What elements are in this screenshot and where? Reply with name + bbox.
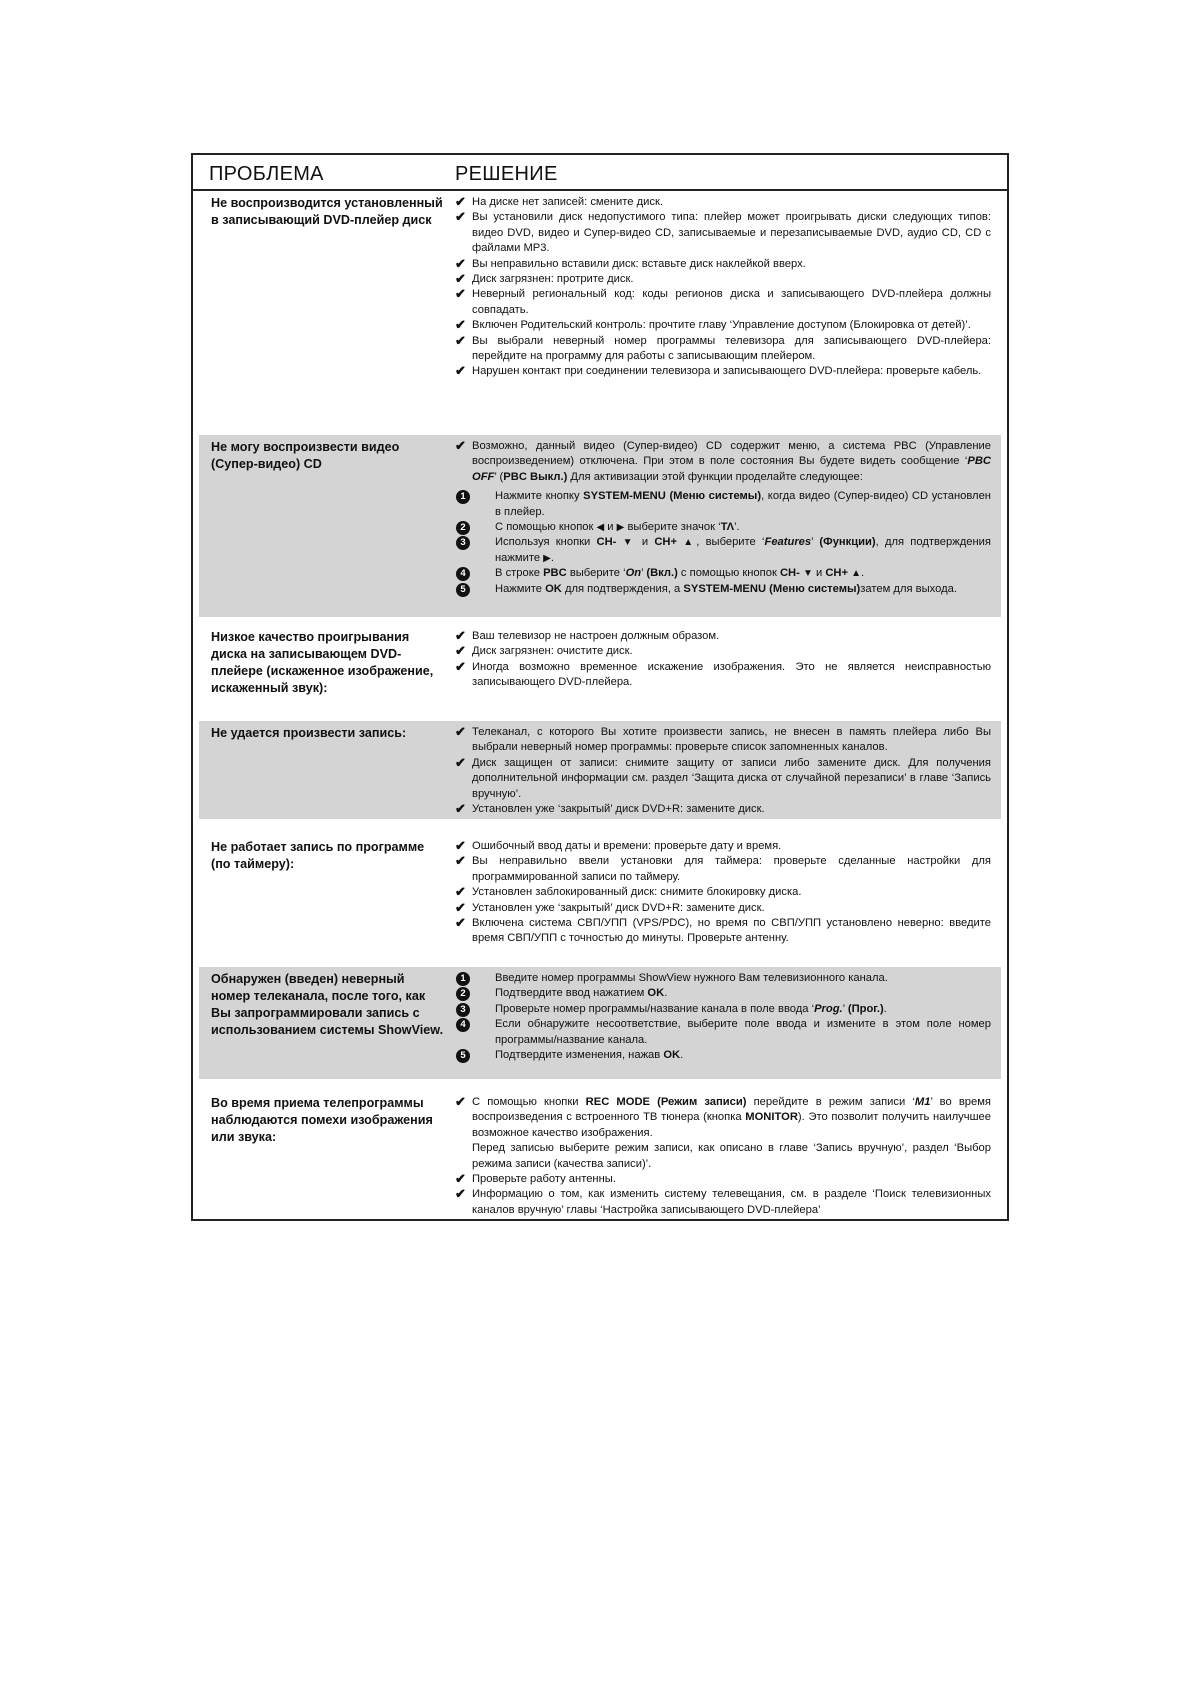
check-icon: ✔ — [455, 194, 466, 209]
list-item: ✔ На диске нет записей: смените диск. — [455, 194, 663, 209]
step-item: 1 Нажмите кнопку SYSTEM-MENU (Меню системы), когда видео (Супер-видео) CD установлен в плейер. — [455, 489, 991, 520]
check-icon: ✔ — [455, 255, 466, 271]
step-number-icon: 1 — [456, 490, 470, 504]
list-item: ✔ Вы установили диск недопустимого типа: плейер может проигрывать диски следующих типов: видео DVD, видео и Супер-видео CD, записываемые и перезаписываемые DVD, аудио CD, CD с файлами MP3. — [455, 209, 991, 255]
step-item: 5 Нажмите OK для подтверждения, а SYSTEM-MENU (Меню системы)затем для выхода. — [455, 582, 991, 597]
step-item: 2 Подтвердите ввод нажатием OK. — [455, 986, 991, 1001]
step-item: 3 Проверьте номер программы/название канала в поле ввода ‘Prog.’ (Прог.). — [455, 1002, 991, 1017]
check-icon: ✔ — [455, 801, 466, 817]
problem-text: Не работает запись по программе (по таймеру): — [211, 840, 425, 871]
list-item: ✔ Вы неправильно вставили диск: вставьте диск наклейкой вверх. — [455, 255, 806, 271]
check-icon: ✔ — [455, 838, 466, 853]
check-icon: ✔ — [455, 317, 466, 333]
step-number-icon: 5 — [456, 583, 470, 597]
table-header — [193, 155, 1007, 191]
down-arrow-icon: ▼ — [802, 568, 813, 580]
list-item: ✔ Установлен уже ‘закрытый’ диск DVD+R: замените диск. — [455, 899, 765, 915]
problem-text: Обнаружен (введен) неверный номер телеканала, после того, как Вы запрограммировали запись с использованием системы ShowView. — [211, 972, 444, 1037]
list-item: ✔ Установлен уже ‘закрытый’ диск DVD+R: замените диск. — [455, 801, 765, 817]
up-arrow-icon: ▲ — [851, 568, 862, 580]
check-icon: ✔ — [455, 271, 466, 287]
solution-list — [455, 725, 991, 817]
right-arrow-icon: ▶ — [543, 552, 551, 564]
check-icon: ✔ — [455, 724, 466, 739]
list-item: ✔ Диск загрязнен: протрите диск. — [455, 271, 634, 287]
check-icon: ✔ — [455, 1094, 466, 1109]
list-item: ✔ Вы выбрали неверный номер программы телевизора для записывающего DVD-плейера: перейдите на программу для работы с записывающим плейером. — [455, 332, 991, 363]
problem-text: Не удается произвести запись: — [211, 726, 407, 740]
step-item: 3 Используя кнопки CH- ▼ и CH+ ▲, выберите ‘Features’ (Функции), для подтверждения нажмите ▶. — [455, 535, 991, 566]
step-item: 4 В строке PBC выберите ‘On’ (Вкл.) с помощью кнопок CH- ▼ и CH+ ▲. — [455, 566, 991, 581]
right-arrow-icon: ▶ — [616, 522, 625, 534]
solution-column-header: РЕШЕНИЕ — [455, 163, 558, 185]
section-no-record — [199, 721, 1001, 819]
list-item: ✔ Включена система СВП/УПП (VPS/PDC), но время по СВП/УПП установлено неверно: введите время СВП/УПП с точностью до минуты. Проверьте антенну. — [455, 915, 991, 945]
list-item: ✔ Нарушен контакт при соединении телевизора и записывающего DVD-плейера: проверьте кабель. — [455, 363, 982, 379]
check-icon: ✔ — [455, 209, 466, 225]
step-item: 1 Введите номер программы ShowView нужного Вам телевизионного канала. — [455, 971, 991, 986]
step-number-icon: 4 — [456, 567, 470, 581]
down-arrow-icon: ▼ — [622, 537, 636, 549]
solution-list — [455, 629, 991, 691]
problem-text: Не могу воспроизвести видео (Супер-видео) CD — [211, 440, 400, 471]
step-number-icon: 2 — [456, 521, 470, 535]
list-item: ✔ Диск защищен от записи: снимите защиту от записи либо замените диск. Для получения дополнительной информации см. раздел ‘Защита диска от случайной перезаписи’ в главе ‘Запись вручную’. — [455, 754, 991, 800]
list-item: ✔ Диск загрязнен: очистите диск. — [455, 643, 633, 659]
check-icon: ✔ — [455, 332, 466, 348]
list-item: ✔ Информацию о том, как изменить систему телевещания, см. в разделе ‘Поиск телевизионных каналов вручную’ главы ‘Настройка записывающего DVD-плейера’ — [455, 1186, 991, 1216]
problem-column-header: ПРОБЛЕМА — [209, 163, 324, 185]
list-item: ✔ Вы неправильно ввели установки для таймера: проверьте сделанные настройки для программированной записи по таймеру. — [455, 853, 991, 883]
check-icon: ✔ — [455, 643, 466, 659]
step-item: 4 Если обнаружите несоответствие, выберите поле ввода и измените в этом поле номер программы/название канала. — [455, 1017, 991, 1048]
step-number-icon: 3 — [456, 536, 470, 550]
list-item: ✔ Установлен заблокированный диск: снимите блокировку диска. — [455, 884, 802, 900]
section-no-playback — [199, 191, 1001, 425]
solution-list — [455, 1095, 991, 1218]
step-number-icon: 1 — [456, 972, 470, 986]
section-interference — [199, 1091, 1001, 1219]
list-item: ✔ Возможно, данный видео (Супер-видео) CD содержит меню, а система PBC (Управление воспроизведением) отключена. При этом в поле состояния Вы будете видеть сообщение ‘PBC OFF’ (PBC Выкл.) Для активизации этой функции проделайте следующее: — [455, 438, 991, 483]
step-number-icon: 3 — [456, 1003, 470, 1017]
list-item: ✔ Иногда возможно временное искажение изображения. Это не является неисправностью записывающего DVD-плейера. — [455, 658, 991, 689]
list-item: ✔ Ошибочный ввод даты и времени: проверьте дату и время. — [455, 838, 782, 853]
list-item: ✔ Неверный региональный код: коды регионов диска и записывающего DVD-плейера должны совпадать. — [455, 286, 991, 316]
solution-list — [455, 195, 991, 380]
check-icon: ✔ — [455, 628, 466, 643]
solution-list — [455, 971, 991, 1063]
step-number-icon: 2 — [456, 987, 470, 1001]
check-icon: ✔ — [455, 1186, 466, 1202]
check-icon: ✔ — [455, 899, 466, 915]
step-item: 5 Подтвердите изменения, нажав OK. — [455, 1048, 991, 1063]
check-icon: ✔ — [455, 1171, 466, 1187]
check-icon: ✔ — [455, 884, 466, 900]
left-arrow-icon: ◀ — [596, 522, 605, 534]
check-icon: ✔ — [455, 853, 466, 869]
list-item: ✔ Телеканал, с которого Вы хотите произвести запись, не внесен в память плейера либо Вы выбрали неверный номер программы: проверьте список запомненных каналов. — [455, 724, 991, 754]
problem-text: Низкое качество проигрывания диска на записывающем DVD-плейере (искаженное изображение, искаженный звук): — [211, 630, 434, 695]
settings-icon: ΤΛ — [720, 521, 735, 534]
problem-text: Во время приема телепрограммы наблюдаются помехи изображения или звука: — [211, 1096, 433, 1144]
list-item: ✔ Проверьте работу антенны. — [455, 1171, 616, 1187]
list-item: ✔ Ваш телевизор не настроен должным образом. — [455, 628, 720, 643]
troubleshooting-table — [191, 153, 1009, 1221]
check-icon: ✔ — [455, 286, 466, 302]
step-item: 2 С помощью кнопок ◀ и ▶ выберите значок ‘ΤΛ’. — [455, 520, 991, 535]
section-vcd — [199, 435, 1001, 617]
solution-list — [455, 439, 991, 597]
check-icon: ✔ — [455, 754, 466, 770]
step-number-icon: 5 — [456, 1049, 470, 1063]
section-poor-quality — [199, 625, 1001, 703]
section-showview — [199, 967, 1001, 1079]
solution-list — [455, 839, 991, 947]
list-item: ✔ С помощью кнопки REC MODE (Режим записи) перейдите в режим записи ‘M1’ во время воспроизведения с встроенного ТВ тюнера (кнопка MONITOR). Это позволит получить наилучшее возможное качество изображения. Перед записью выберите режим записи, как описано в главе ‘Запись вручную’, раздел ‘Выбор режима записи (качества записи)’. — [455, 1094, 991, 1170]
problem-text: Не воспроизводится установленный в записывающий DVD-плейер диск — [211, 196, 443, 227]
check-icon: ✔ — [455, 658, 466, 674]
list-item: ✔ Включен Родительский контроль: прочтите главу ‘Управление доступом (Блокировка от детей)’. — [455, 317, 971, 333]
check-icon: ✔ — [455, 438, 466, 453]
step-number-icon: 4 — [456, 1018, 470, 1032]
check-icon: ✔ — [455, 363, 466, 379]
up-arrow-icon: ▲ — [683, 537, 697, 549]
section-timer — [199, 835, 1001, 951]
check-icon: ✔ — [455, 915, 466, 931]
